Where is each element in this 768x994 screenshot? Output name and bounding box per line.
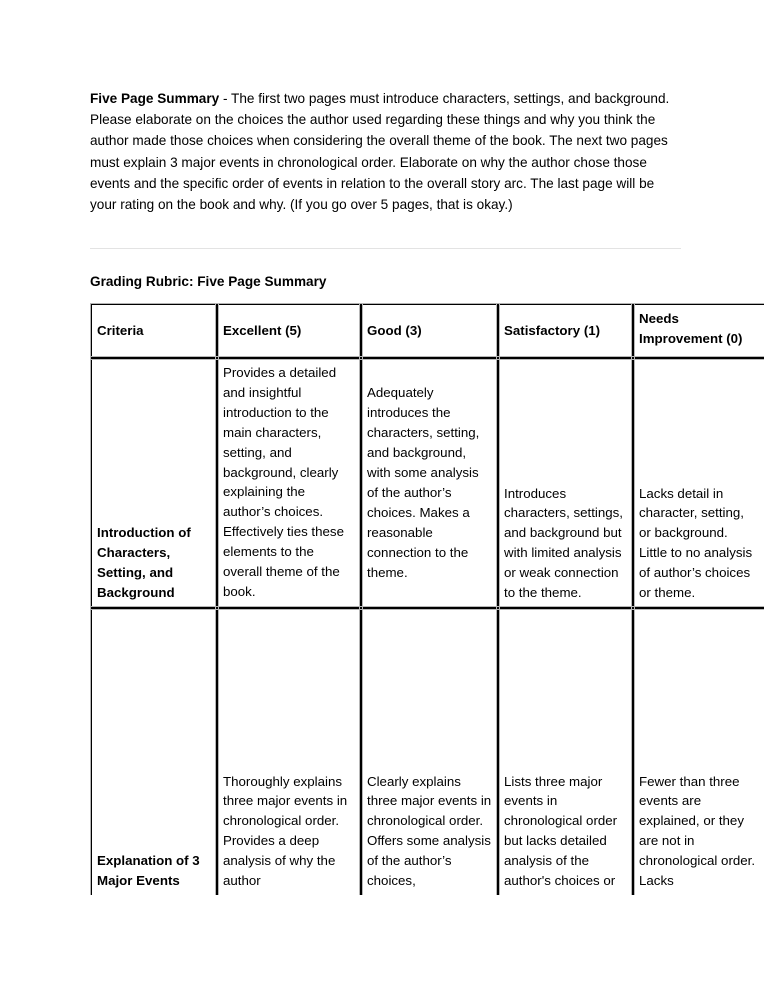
cell-needs-improvement: Lacks detail in character, setting, or background. Little to no analysis of author’s choices or theme. (633, 358, 764, 608)
intro-lead-label: Five Page Summary (90, 91, 220, 106)
column-header-needs-improvement: Needs Improvement (0) (633, 304, 764, 358)
row-criteria-label: Introduction of Characters, Setting, and Background (91, 358, 217, 608)
cell-satisfactory: Introduces characters, settings, and background but with limited analysis or weak connection to the theme. (498, 358, 633, 608)
cell-good: Clearly explains three major events in chronological order. Offers some analysis of the author’s choices, (361, 608, 498, 895)
cell-excellent: Thoroughly explains three major events in chronological order. Provides a deep analysis of why the author (217, 608, 361, 895)
section-divider (90, 248, 681, 249)
cell-good: Adequately introduces the characters, setting, and background, with some analysis of the author’s choices. Makes a reasonable connection to the theme. (361, 358, 498, 608)
grading-rubric-table (90, 303, 764, 895)
column-header-excellent: Excellent (5) (217, 304, 361, 358)
table-row (91, 608, 764, 895)
rubric-heading: Grading Rubric: Five Page Summary (90, 274, 327, 289)
column-header-criteria: Criteria (91, 304, 217, 358)
intro-body-text: - The first two pages must introduce characters, settings, and background. Please elaborate on the choices the author used regarding these things and why you think the author made those choices when considering the overall theme of the book. The next two pages must explain 3 major events in chronological order. Elaborate on why the author chose those events and the specific order of events in relation to the overall story arc. The last page will be your rating on the book and why. (If you go over 5 pages, that is okay.) (90, 91, 670, 213)
row-criteria-label: Explanation of 3 Major Events (91, 608, 217, 895)
cell-needs-improvement: Fewer than three events are explained, or they are not in chronological order. Lacks (633, 608, 764, 895)
table-row (91, 358, 764, 608)
column-header-good: Good (3) (361, 304, 498, 358)
rubric-table-container (90, 303, 764, 895)
cell-satisfactory: Lists three major events in chronological order but lacks detailed analysis of the author's choices or (498, 608, 633, 895)
intro-section (90, 88, 682, 215)
cell-excellent: Provides a detailed and insightful introduction to the main characters, setting, and background, clearly explaining the author’s choices. Effectively ties these elements to the overall theme of the book. (217, 358, 361, 608)
intro-paragraph (90, 88, 682, 215)
table-header-row (91, 304, 764, 358)
column-header-satisfactory: Satisfactory (1) (498, 304, 633, 358)
